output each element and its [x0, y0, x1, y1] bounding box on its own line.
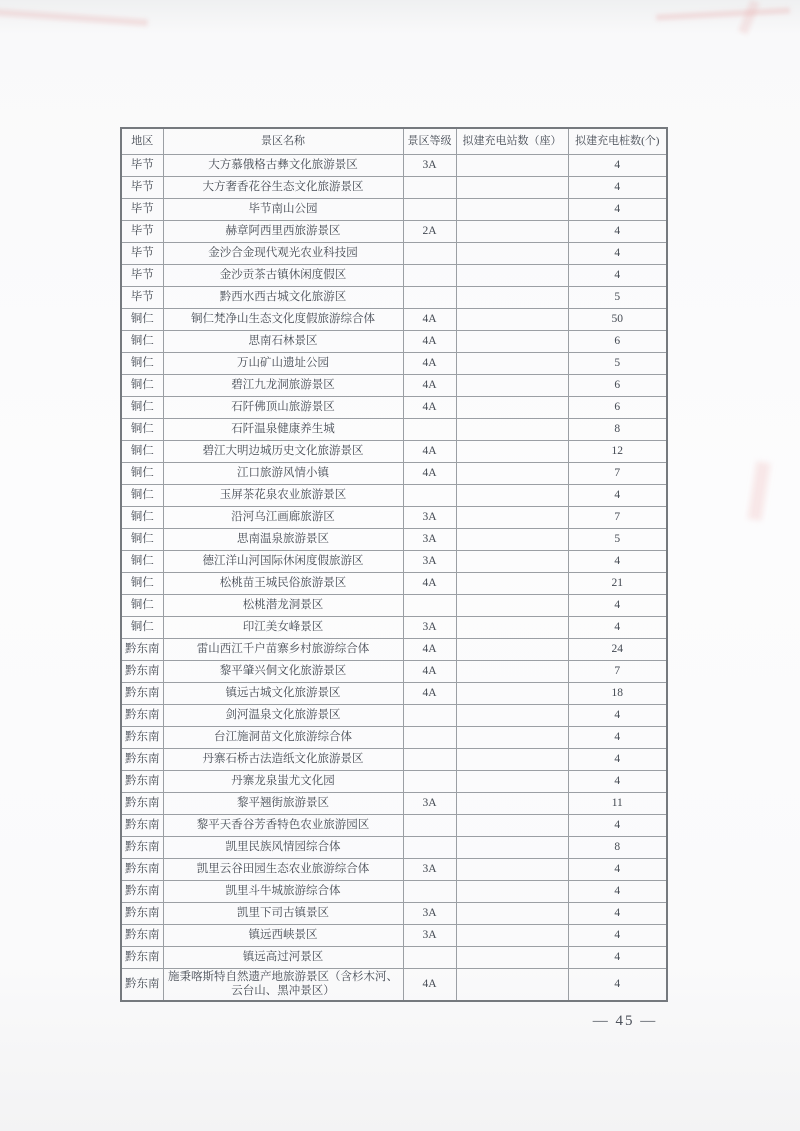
- stations-cell: [456, 243, 568, 265]
- grade-cell: 4A: [403, 375, 456, 397]
- scenic-area-name-cell: 镇远高过河景区: [163, 947, 403, 969]
- scan-artifact-top-right: [656, 7, 790, 20]
- scan-artifact-right-middle: [748, 461, 771, 520]
- region-cell: 毕节: [121, 177, 163, 199]
- table-row: [121, 661, 667, 683]
- grade-cell: [403, 243, 456, 265]
- region-cell: 毕节: [121, 287, 163, 309]
- scenic-area-name-cell: 金沙贡茶古镇休闲度假区: [163, 265, 403, 287]
- stations-cell: [456, 947, 568, 969]
- piles-cell: 4: [568, 551, 667, 573]
- table-row: [121, 903, 667, 925]
- stations-cell: [456, 441, 568, 463]
- piles-cell: 4: [568, 265, 667, 287]
- table-row: [121, 331, 667, 353]
- grade-cell: [403, 771, 456, 793]
- stations-cell: [456, 661, 568, 683]
- stations-cell: [456, 331, 568, 353]
- table-row: [121, 551, 667, 573]
- stations-cell: [456, 573, 568, 595]
- scenic-area-name-cell: 思南温泉旅游景区: [163, 529, 403, 551]
- scenic-area-name-cell: 松桃苗王城民俗旅游景区: [163, 573, 403, 595]
- scenic-area-name-cell: 台江施洞苗文化旅游综合体: [163, 727, 403, 749]
- region-cell: 黔东南: [121, 771, 163, 793]
- grade-cell: 3A: [403, 507, 456, 529]
- region-cell: 黔东南: [121, 705, 163, 727]
- region-cell: 铜仁: [121, 507, 163, 529]
- grade-cell: 4A: [403, 463, 456, 485]
- stations-cell: [456, 265, 568, 287]
- stations-cell: [456, 881, 568, 903]
- piles-cell: 8: [568, 419, 667, 441]
- stations-cell: [456, 903, 568, 925]
- region-cell: 毕节: [121, 243, 163, 265]
- piles-cell: 4: [568, 155, 667, 177]
- piles-cell: 8: [568, 837, 667, 859]
- region-cell: 铜仁: [121, 529, 163, 551]
- stations-cell: [456, 507, 568, 529]
- stations-cell: [456, 375, 568, 397]
- stations-cell: [456, 397, 568, 419]
- piles-cell: 4: [568, 749, 667, 771]
- scenic-area-name-cell: 金沙合金现代观光农业科技园: [163, 243, 403, 265]
- piles-cell: 4: [568, 199, 667, 221]
- table-row: [121, 771, 667, 793]
- piles-cell: 5: [568, 287, 667, 309]
- scenic-area-name-cell: 印江美女峰景区: [163, 617, 403, 639]
- scenic-area-name-cell: 丹寨龙泉蚩尤文化园: [163, 771, 403, 793]
- grade-cell: 4A: [403, 683, 456, 705]
- stations-cell: [456, 287, 568, 309]
- region-cell: 黔东南: [121, 837, 163, 859]
- grade-cell: [403, 705, 456, 727]
- table-row: [121, 265, 667, 287]
- region-cell: 黔东南: [121, 881, 163, 903]
- piles-cell: 12: [568, 441, 667, 463]
- piles-cell: 4: [568, 177, 667, 199]
- piles-cell: 4: [568, 595, 667, 617]
- scenic-area-name-cell: 赫章阿西里西旅游景区: [163, 221, 403, 243]
- region-cell: 黔东南: [121, 815, 163, 837]
- piles-cell: 6: [568, 331, 667, 353]
- grade-cell: 3A: [403, 859, 456, 881]
- column-header-3: 景区等级: [403, 128, 456, 155]
- region-cell: 铜仁: [121, 441, 163, 463]
- table-row: [121, 793, 667, 815]
- region-cell: 黔东南: [121, 859, 163, 881]
- table-row: [121, 595, 667, 617]
- table-row: [121, 925, 667, 947]
- grade-cell: [403, 749, 456, 771]
- scenic-area-name-cell: 铜仁梵净山生态文化度假旅游综合体: [163, 309, 403, 331]
- piles-cell: 4: [568, 771, 667, 793]
- grade-cell: 3A: [403, 529, 456, 551]
- region-cell: 铜仁: [121, 375, 163, 397]
- scenic-area-name-cell: 黎平天香谷芳香特色农业旅游园区: [163, 815, 403, 837]
- grade-cell: [403, 815, 456, 837]
- stations-cell: [456, 969, 568, 1001]
- piles-cell: 4: [568, 859, 667, 881]
- region-cell: 铜仁: [121, 419, 163, 441]
- table-header-row: [121, 128, 667, 155]
- scan-artifact-top-left: [0, 9, 148, 27]
- piles-cell: 7: [568, 661, 667, 683]
- piles-cell: 4: [568, 727, 667, 749]
- stations-cell: [456, 771, 568, 793]
- stations-cell: [456, 617, 568, 639]
- scenic-area-name-cell: 玉屏茶花泉农业旅游景区: [163, 485, 403, 507]
- scenic-area-name-cell: 镇远西峡景区: [163, 925, 403, 947]
- scenic-area-name-cell: 碧江大明边城历史文化旅游景区: [163, 441, 403, 463]
- table-row: [121, 639, 667, 661]
- table-row: [121, 177, 667, 199]
- piles-cell: 5: [568, 353, 667, 375]
- table-row: [121, 155, 667, 177]
- piles-cell: 4: [568, 485, 667, 507]
- piles-cell: 4: [568, 243, 667, 265]
- table-row: [121, 397, 667, 419]
- table-row: [121, 441, 667, 463]
- scenic-area-name-cell: 思南石林景区: [163, 331, 403, 353]
- table-row: [121, 375, 667, 397]
- table-row: [121, 881, 667, 903]
- grade-cell: 3A: [403, 617, 456, 639]
- table-row: [121, 683, 667, 705]
- region-cell: 铜仁: [121, 485, 163, 507]
- scenic-area-name-cell: 黎平翘街旅游景区: [163, 793, 403, 815]
- grade-cell: 4A: [403, 353, 456, 375]
- region-cell: 铜仁: [121, 353, 163, 375]
- column-header-2: 景区名称: [163, 128, 403, 155]
- scenic-area-name-cell: 石阡佛顶山旅游景区: [163, 397, 403, 419]
- scenic-area-name-cell: 万山矿山遗址公园: [163, 353, 403, 375]
- scenic-area-name-cell: 沿河乌江画廊旅游区: [163, 507, 403, 529]
- scenic-area-name-cell: 松桃潜龙洞景区: [163, 595, 403, 617]
- scenic-area-name-cell: 剑河温泉文化旅游景区: [163, 705, 403, 727]
- table-row: [121, 419, 667, 441]
- grade-cell: [403, 881, 456, 903]
- stations-cell: [456, 199, 568, 221]
- scenic-area-name-cell: 毕节南山公园: [163, 199, 403, 221]
- grade-cell: [403, 837, 456, 859]
- piles-cell: 5: [568, 529, 667, 551]
- scenic-area-name-cell: 江口旅游风情小镇: [163, 463, 403, 485]
- stations-cell: [456, 705, 568, 727]
- table-row: [121, 947, 667, 969]
- table-row: [121, 573, 667, 595]
- stations-cell: [456, 529, 568, 551]
- piles-cell: 18: [568, 683, 667, 705]
- piles-cell: 6: [568, 375, 667, 397]
- stations-cell: [456, 793, 568, 815]
- stations-cell: [456, 463, 568, 485]
- scenic-area-name-cell: 黔西水西古城文化旅游区: [163, 287, 403, 309]
- piles-cell: 7: [568, 463, 667, 485]
- region-cell: 黔东南: [121, 727, 163, 749]
- scenic-area-name-cell: 镇远古城文化旅游景区: [163, 683, 403, 705]
- stations-cell: [456, 837, 568, 859]
- scenic-area-name-cell: 凯里云谷田园生态农业旅游综合体: [163, 859, 403, 881]
- grade-cell: 3A: [403, 155, 456, 177]
- piles-cell: 4: [568, 881, 667, 903]
- region-cell: 黔东南: [121, 969, 163, 1001]
- piles-cell: 4: [568, 925, 667, 947]
- grade-cell: 4A: [403, 573, 456, 595]
- piles-cell: 21: [568, 573, 667, 595]
- stations-cell: [456, 309, 568, 331]
- stations-cell: [456, 925, 568, 947]
- piles-cell: 4: [568, 947, 667, 969]
- region-cell: 黔东南: [121, 793, 163, 815]
- grade-cell: 4A: [403, 397, 456, 419]
- scenic-area-name-cell: 黎平肇兴侗文化旅游景区: [163, 661, 403, 683]
- scenic-area-name-cell: 凯里斗牛城旅游综合体: [163, 881, 403, 903]
- table-row: [121, 969, 667, 1001]
- region-cell: 铜仁: [121, 551, 163, 573]
- stations-cell: [456, 221, 568, 243]
- region-cell: 铜仁: [121, 573, 163, 595]
- table-row: [121, 749, 667, 771]
- table-row: [121, 837, 667, 859]
- table-row: [121, 221, 667, 243]
- scenic-area-name-cell: 凯里民族风情园综合体: [163, 837, 403, 859]
- stations-cell: [456, 485, 568, 507]
- scenic-area-name-cell: 丹寨石桥古法造纸文化旅游景区: [163, 749, 403, 771]
- region-cell: 铜仁: [121, 397, 163, 419]
- stations-cell: [456, 353, 568, 375]
- stations-cell: [456, 155, 568, 177]
- grade-cell: 4A: [403, 969, 456, 1001]
- region-cell: 铜仁: [121, 309, 163, 331]
- grade-cell: [403, 947, 456, 969]
- scenic-area-name-cell: 大方奢香花谷生态文化旅游景区: [163, 177, 403, 199]
- column-header-5: 拟建充电桩数(个): [568, 128, 667, 155]
- piles-cell: 4: [568, 815, 667, 837]
- grade-cell: 4A: [403, 309, 456, 331]
- region-cell: 黔东南: [121, 925, 163, 947]
- stations-cell: [456, 419, 568, 441]
- table-row: [121, 529, 667, 551]
- stations-cell: [456, 815, 568, 837]
- table-row: [121, 859, 667, 881]
- table-row: [121, 353, 667, 375]
- region-cell: 毕节: [121, 221, 163, 243]
- page-number: — 45 —: [592, 1013, 658, 1029]
- region-cell: 铜仁: [121, 331, 163, 353]
- table-row: [121, 815, 667, 837]
- table-row: [121, 485, 667, 507]
- piles-cell: 4: [568, 705, 667, 727]
- grade-cell: [403, 595, 456, 617]
- stations-cell: [456, 727, 568, 749]
- grade-cell: 3A: [403, 551, 456, 573]
- stations-cell: [456, 683, 568, 705]
- piles-cell: 11: [568, 793, 667, 815]
- region-cell: 黔东南: [121, 947, 163, 969]
- piles-cell: 24: [568, 639, 667, 661]
- piles-cell: 4: [568, 903, 667, 925]
- region-cell: 毕节: [121, 155, 163, 177]
- scan-artifact-top-right-2: [738, 0, 760, 35]
- scenic-area-name-cell: 德江洋山河国际休闲度假旅游区: [163, 551, 403, 573]
- piles-cell: 6: [568, 397, 667, 419]
- piles-cell: 4: [568, 617, 667, 639]
- scenic-area-name-cell: 石阡温泉健康养生城: [163, 419, 403, 441]
- stations-cell: [456, 749, 568, 771]
- grade-cell: 4A: [403, 331, 456, 353]
- stations-cell: [456, 551, 568, 573]
- table-row: [121, 705, 667, 727]
- region-cell: 铜仁: [121, 617, 163, 639]
- scenic-area-name-cell: 施秉喀斯特自然遗产地旅游景区（含杉木河、云台山、黑冲景区）: [163, 969, 403, 1001]
- table-row: [121, 463, 667, 485]
- stations-cell: [456, 595, 568, 617]
- piles-cell: 4: [568, 221, 667, 243]
- scenic-area-name-cell: 碧江九龙洞旅游景区: [163, 375, 403, 397]
- grade-cell: 4A: [403, 661, 456, 683]
- region-cell: 毕节: [121, 265, 163, 287]
- scenic-area-name-cell: 大方慕俄格古彝文化旅游景区: [163, 155, 403, 177]
- table-row: [121, 507, 667, 529]
- region-cell: 黔东南: [121, 661, 163, 683]
- table-row: [121, 243, 667, 265]
- grade-cell: 3A: [403, 903, 456, 925]
- grade-cell: 4A: [403, 639, 456, 661]
- stations-cell: [456, 177, 568, 199]
- region-cell: 毕节: [121, 199, 163, 221]
- region-cell: 黔东南: [121, 639, 163, 661]
- region-cell: 铜仁: [121, 463, 163, 485]
- scenic-area-name-cell: 凯里下司古镇景区: [163, 903, 403, 925]
- grade-cell: [403, 727, 456, 749]
- region-cell: 黔东南: [121, 683, 163, 705]
- table-row: [121, 727, 667, 749]
- table-row: [121, 287, 667, 309]
- grade-cell: 4A: [403, 441, 456, 463]
- charging-facility-table: [120, 127, 668, 1002]
- grade-cell: 3A: [403, 925, 456, 947]
- piles-cell: 50: [568, 309, 667, 331]
- grade-cell: [403, 419, 456, 441]
- piles-cell: 7: [568, 507, 667, 529]
- grade-cell: [403, 199, 456, 221]
- region-cell: 铜仁: [121, 595, 163, 617]
- table-row: [121, 199, 667, 221]
- grade-cell: 2A: [403, 221, 456, 243]
- piles-cell: 4: [568, 969, 667, 1001]
- region-cell: 黔东南: [121, 903, 163, 925]
- column-header-1: 地区: [121, 128, 163, 155]
- grade-cell: 3A: [403, 793, 456, 815]
- grade-cell: [403, 287, 456, 309]
- stations-cell: [456, 859, 568, 881]
- grade-cell: [403, 485, 456, 507]
- table-row: [121, 309, 667, 331]
- table-row: [121, 617, 667, 639]
- grade-cell: [403, 177, 456, 199]
- grade-cell: [403, 265, 456, 287]
- stations-cell: [456, 639, 568, 661]
- column-header-4: 拟建充电站数（座）: [456, 128, 568, 155]
- region-cell: 黔东南: [121, 749, 163, 771]
- scenic-area-name-cell: 雷山西江千户苗寨乡村旅游综合体: [163, 639, 403, 661]
